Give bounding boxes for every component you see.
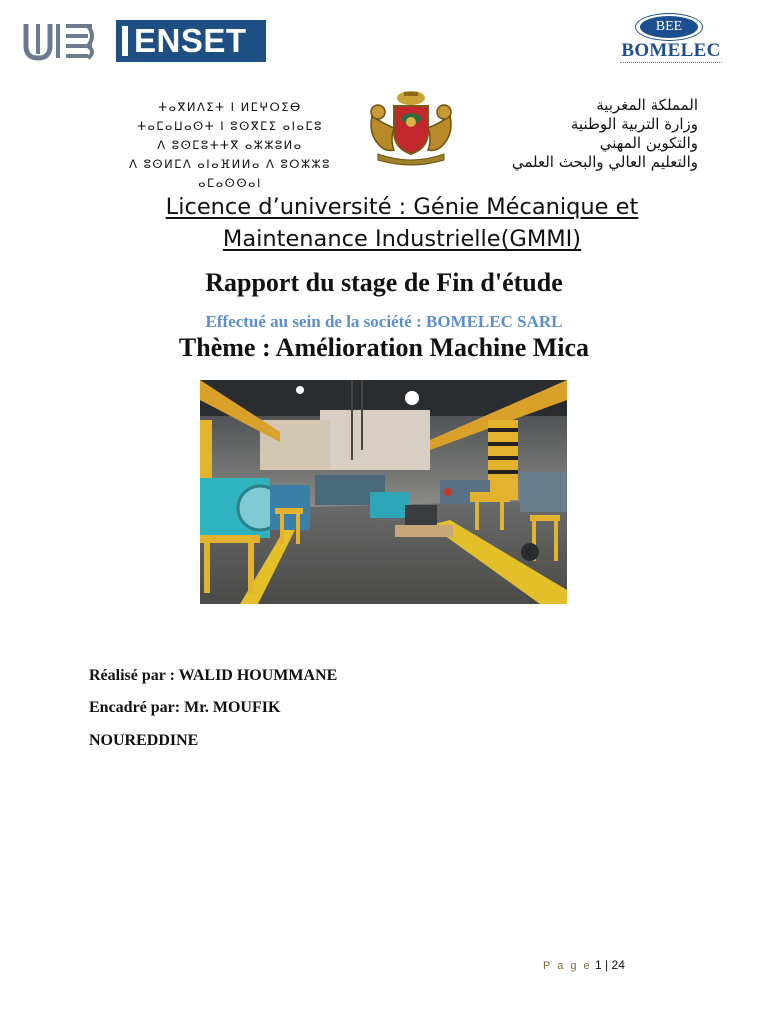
degree-title-line: Maintenance Industrielle(GMMI) — [222, 226, 582, 252]
university-mark-icon — [22, 20, 98, 62]
page-label: P a g e — [543, 960, 592, 972]
page-separator: | — [605, 958, 609, 972]
arabic-line: والتعليم العالي والبحث العلمي — [511, 153, 698, 171]
workshop-photo — [200, 380, 567, 604]
arabic-line: والتكوين المهني — [599, 134, 698, 152]
report-title: Rapport du stage de Fin d'étude — [205, 268, 563, 297]
degree-title — [90, 191, 714, 255]
enset-logo-box — [116, 20, 266, 62]
tifinagh-line: ⴷ ⵓⵙⵍⵎⴷ ⴰⵏⴰⴼⵍⵍⴰ ⴷ ⵓⵔⵣⵣⵓ ⴰⵎⴰⵙⵙⴰⵏ — [129, 157, 331, 190]
enset-logo-text: ENSET — [134, 22, 247, 59]
page-number: 1 — [595, 958, 602, 972]
moroccan-coat-of-arms-icon — [364, 88, 458, 166]
author-line: Réalisé par : WALID HOUMMANE — [89, 667, 338, 684]
company-subtitle: Effectué au sein de la société : BOMELEC SARL — [205, 312, 563, 331]
bee-badge-text: BEE — [655, 19, 683, 34]
bomelec-tagline-decoration — [620, 62, 722, 65]
tifinagh-line: ⵜⴰⴳⵍⴷⵉⵜ ⵏ ⵍⵎⵖⵔⵉⴱ — [158, 100, 302, 114]
arabic-line: وزارة التربية الوطنية — [570, 115, 698, 133]
tifinagh-line: ⴷ ⵓⵙⵎⵓⵜⵜⴳ ⴰⵣⵣⵓⵍⴰ — [157, 138, 303, 152]
tifinagh-line: ⵜⴰⵎⴰⵡⴰⵙⵜ ⵏ ⵓⵙⴳⵎⵉ ⴰⵏⴰⵎⵓ — [137, 119, 323, 133]
bomelec-name: BOMELEC — [621, 40, 721, 61]
page-total: 24 — [611, 958, 625, 972]
page-footer — [543, 958, 625, 972]
ministry-name-tifinagh — [110, 98, 350, 193]
arabic-line: المملكة المغربية — [596, 96, 698, 114]
enset-logo — [22, 18, 248, 64]
supervisor-line: Encadré par: Mr. MOUFIK — [89, 699, 281, 716]
supervisor-line-continued: NOUREDDINE — [89, 732, 199, 749]
ministry-name-arabic — [448, 96, 698, 172]
bee-badge — [640, 16, 698, 38]
theme-title: Thème : Amélioration Machine Mica — [178, 333, 590, 362]
bomelec-logo — [616, 16, 726, 68]
degree-title-line: Licence d’université : Génie Mécanique et — [165, 194, 639, 220]
